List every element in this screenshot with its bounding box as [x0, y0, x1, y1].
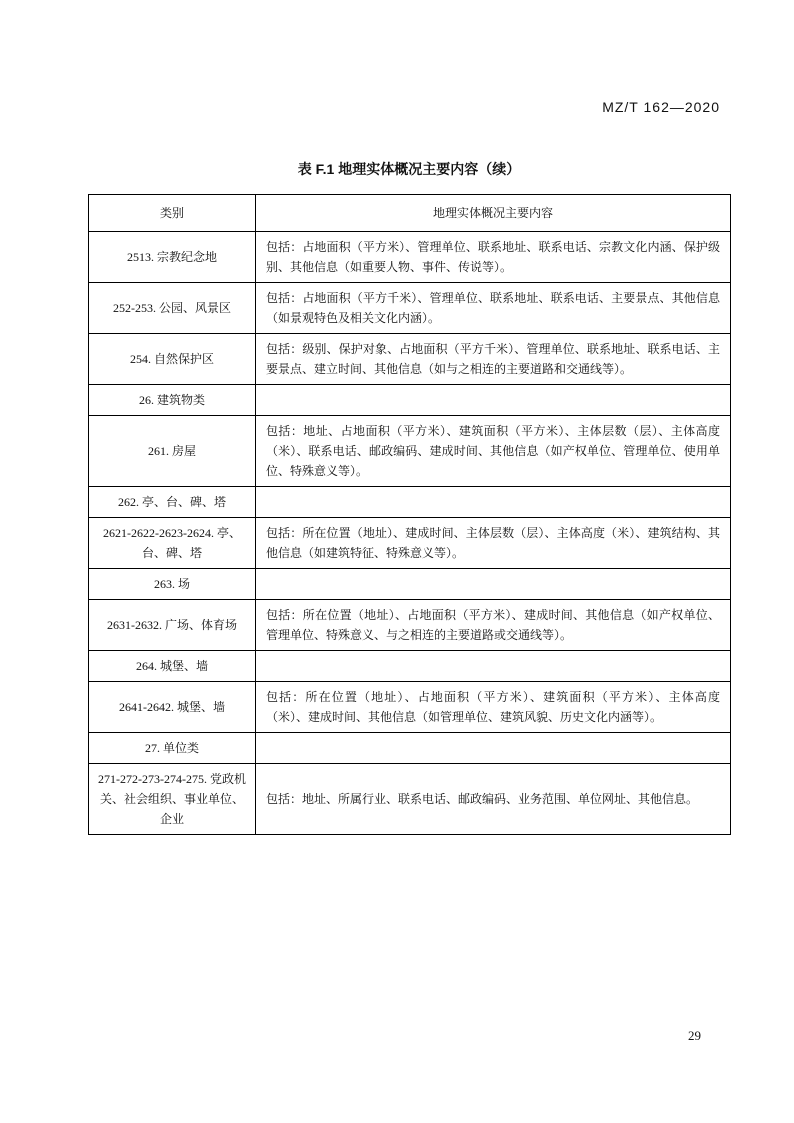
standard-number: MZ/T 162—2020: [602, 99, 720, 115]
table-row: [89, 487, 731, 518]
category-cell: 252-253. 公园、风景区: [89, 283, 256, 334]
table-row: [89, 569, 731, 600]
content-cell: 包括：占地面积（平方米）、管理单位、联系地址、联系电话、宗教文化内涵、保护级别、其他信息（如重要人物、事件、传说等）。: [256, 232, 731, 283]
content-cell: 包括：所在位置（地址）、占地面积（平方米）、建成时间、其他信息（如产权单位、管理单位、特殊意义、与之相连的主要道路或交通线等）。: [256, 600, 731, 651]
table-row: [89, 385, 731, 416]
table-body: [89, 232, 731, 835]
category-cell: 264. 城堡、墙: [89, 651, 256, 682]
category-cell: 2621-2622-2623-2624. 亭、台、碑、塔: [89, 518, 256, 569]
category-cell: 27. 单位类: [89, 733, 256, 764]
table-row: [89, 283, 731, 334]
column-header-content: 地理实体概况主要内容: [256, 195, 731, 232]
table-title: 表 F.1 地理实体概况主要内容（续）: [297, 161, 521, 177]
page-number: 29: [688, 1028, 701, 1043]
table-row: [89, 518, 731, 569]
category-cell: 254. 自然保护区: [89, 334, 256, 385]
table-row: [89, 651, 731, 682]
table-row: [89, 682, 731, 733]
content-area: [88, 159, 730, 835]
content-cell: 包括：地址、占地面积（平方米）、建筑面积（平方米）、主体层数（层）、主体高度（米）、联系电话、邮政编码、建成时间、其他信息（如产权单位、管理单位、使用单位、特殊意义等）。: [256, 416, 731, 487]
table-row: [89, 764, 731, 835]
category-cell: 2641-2642. 城堡、墙: [89, 682, 256, 733]
table-header-row: [89, 195, 731, 232]
entity-overview-table: [88, 194, 731, 835]
category-cell: 26. 建筑物类: [89, 385, 256, 416]
category-cell: 2631-2632. 广场、体育场: [89, 600, 256, 651]
category-cell: 263. 场: [89, 569, 256, 600]
table-row: [89, 334, 731, 385]
content-cell: [256, 733, 731, 764]
category-cell: 271-272-273-274-275. 党政机关、社会组织、事业单位、企业: [89, 764, 256, 835]
content-cell: [256, 569, 731, 600]
content-cell: 包括：占地面积（平方千米）、管理单位、联系地址、联系电话、主要景点、其他信息（如景观特色及相关文化内涵）。: [256, 283, 731, 334]
table-row: [89, 416, 731, 487]
column-header-category: 类别: [89, 195, 256, 232]
table-row: [89, 733, 731, 764]
content-cell: 包括：地址、所属行业、联系电话、邮政编码、业务范围、单位网址、其他信息。: [256, 764, 731, 835]
content-cell: 包括：级别、保护对象、占地面积（平方千米）、管理单位、联系地址、联系电话、主要景点、建立时间、其他信息（如与之相连的主要道路和交通线等）。: [256, 334, 731, 385]
content-cell: 包括：所在位置（地址）、占地面积（平方米）、建筑面积（平方米）、主体高度（米）、建成时间、其他信息（如管理单位、建筑风貌、历史文化内涵等）。: [256, 682, 731, 733]
category-cell: 261. 房屋: [89, 416, 256, 487]
table-row: [89, 600, 731, 651]
content-cell: [256, 487, 731, 518]
content-cell: 包括：所在位置（地址）、建成时间、主体层数（层）、主体高度（米）、建筑结构、其他信息（如建筑特征、特殊意义等）。: [256, 518, 731, 569]
table-row: [89, 232, 731, 283]
category-cell: 2513. 宗教纪念地: [89, 232, 256, 283]
category-cell: 262. 亭、台、碑、塔: [89, 487, 256, 518]
content-cell: [256, 385, 731, 416]
content-cell: [256, 651, 731, 682]
